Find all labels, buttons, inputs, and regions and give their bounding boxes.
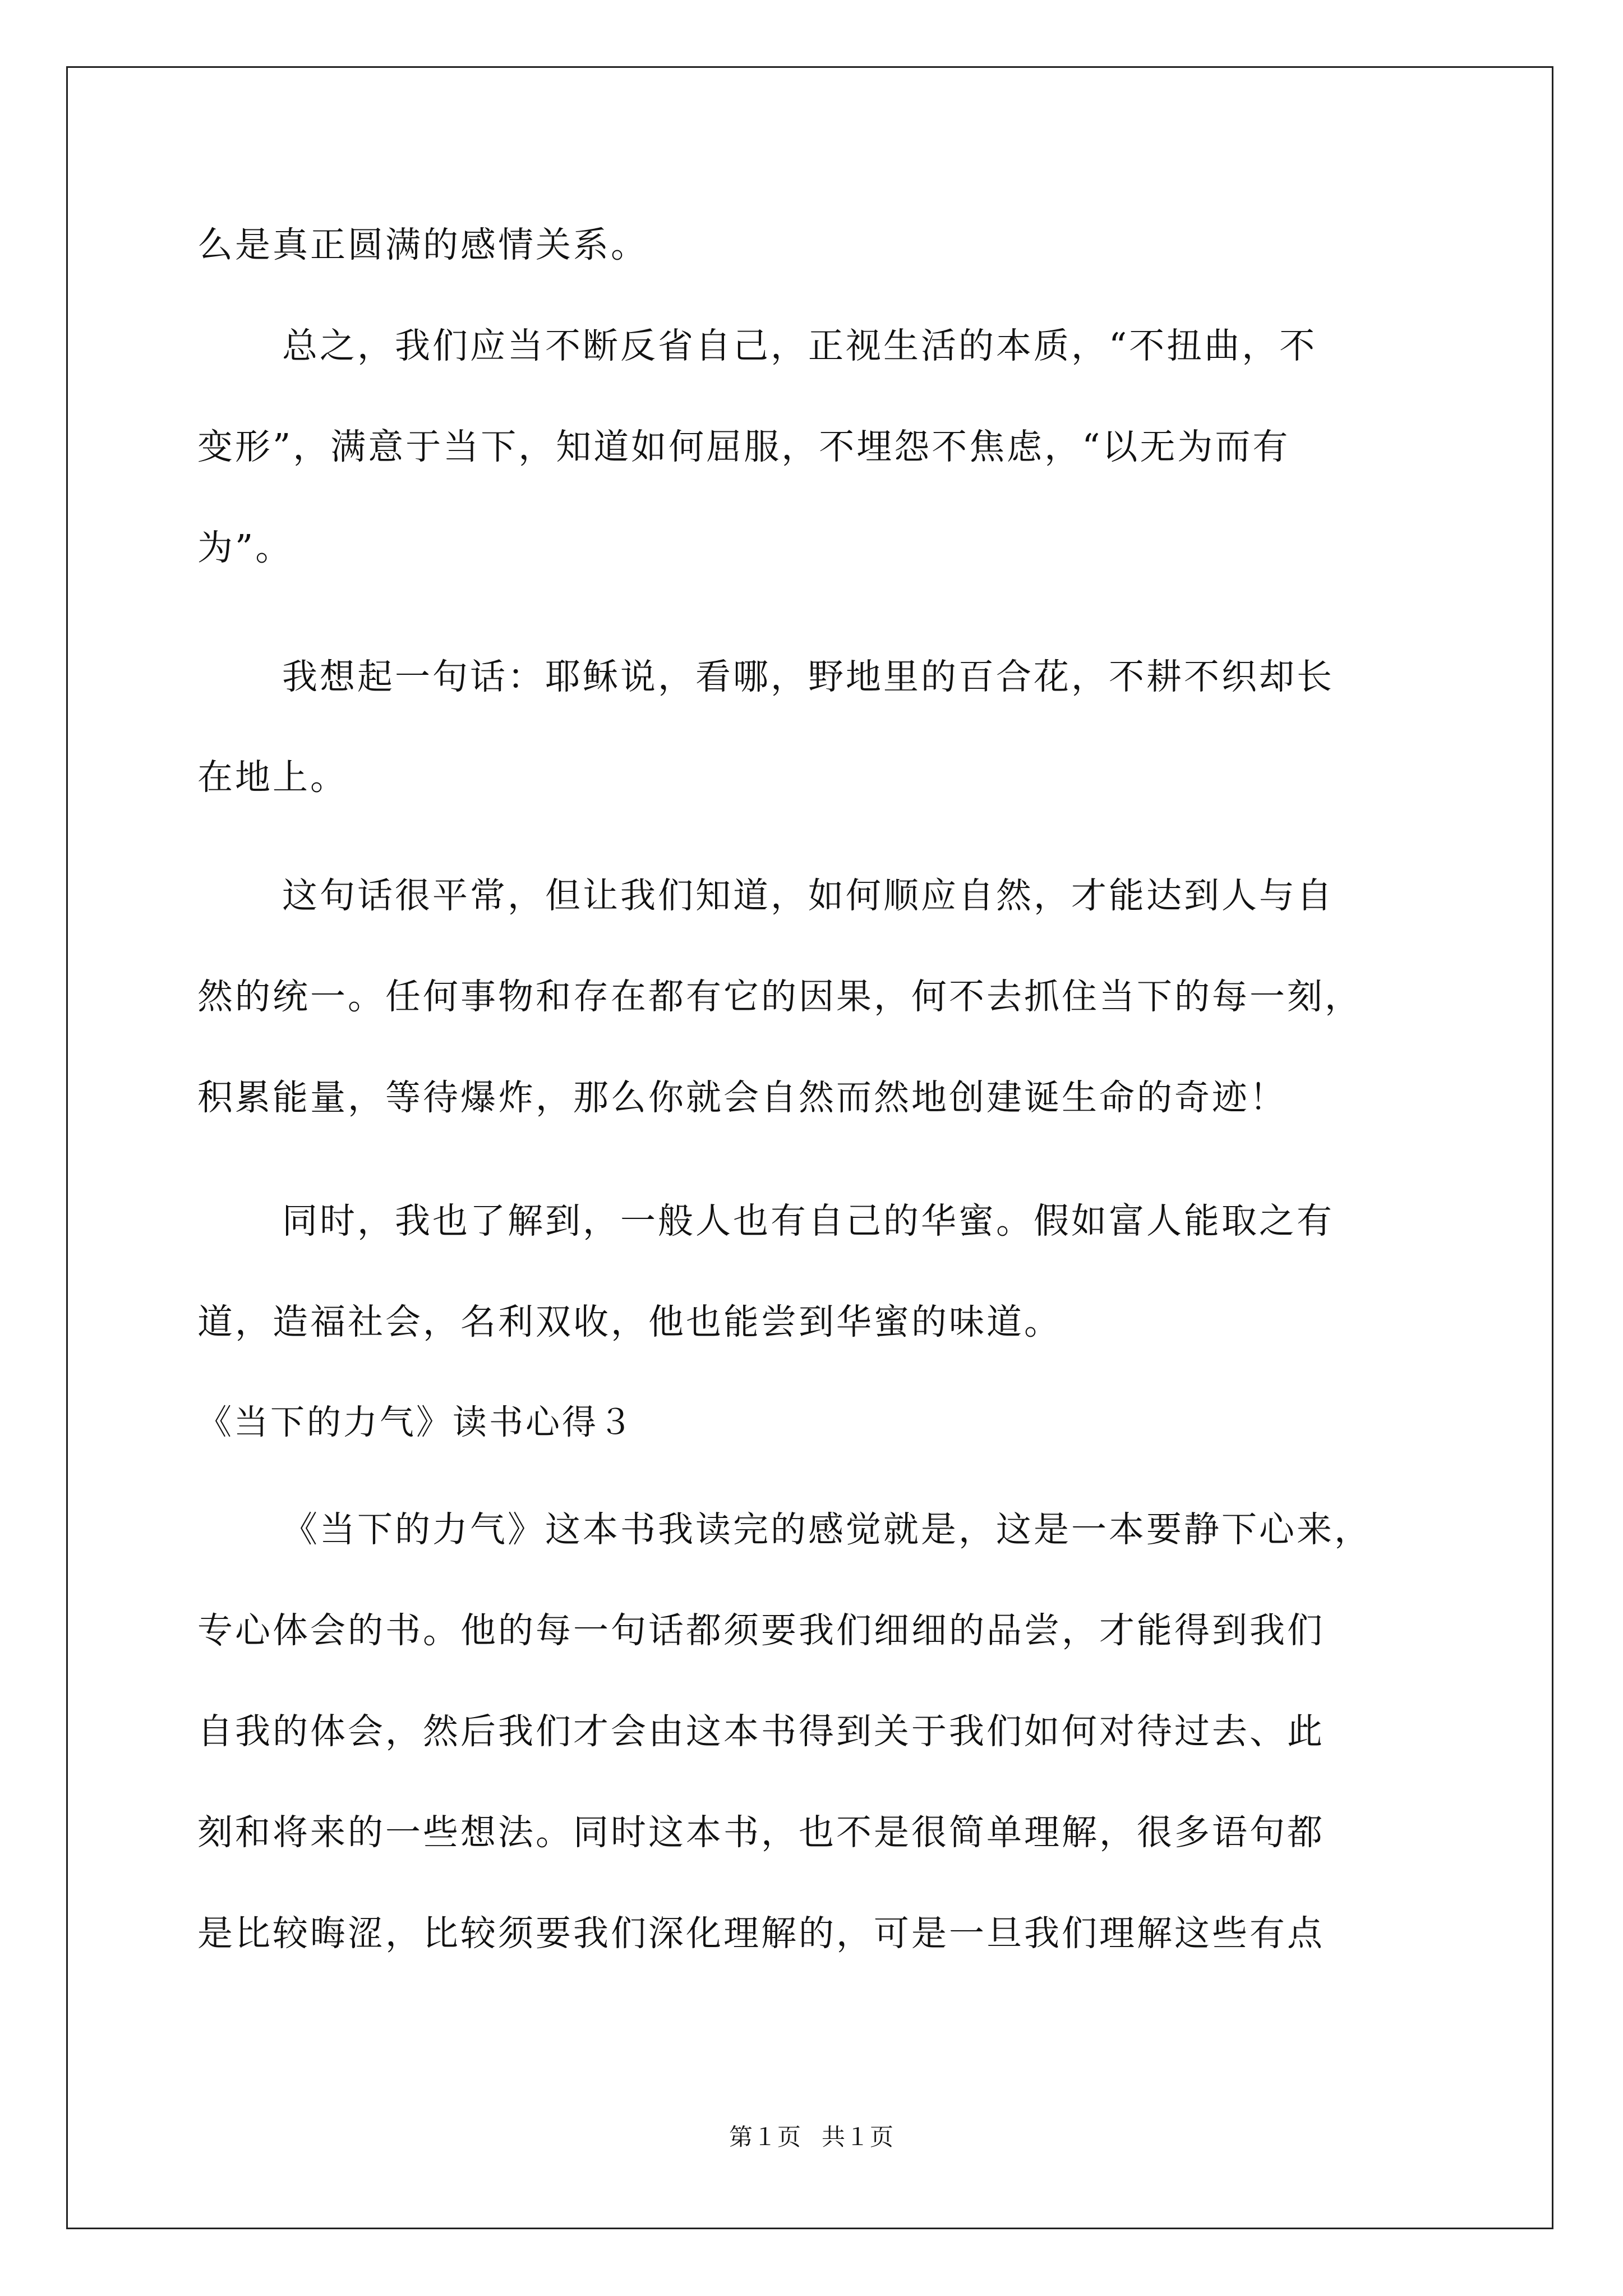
text-line: 专心体会的书。他的每一句话都须要我们细细的品尝，才能得到我们 bbox=[197, 1610, 1325, 1651]
text-line: 在地上。 bbox=[197, 757, 348, 798]
text-line: 然的统一。任何事物和存在都有它的因果，何不去抓住当下的每一刻， bbox=[197, 976, 1362, 1017]
page-number: 第１页 bbox=[728, 2123, 801, 2151]
paragraph-start-line: 我想起一句话：耶稣说，看哪，野地里的百合花，不耕不织却长 bbox=[282, 656, 1334, 697]
text-line: 么是真正圆满的感情关系。 bbox=[197, 224, 648, 265]
text-line: 道，造福社会，名利双收，他也能尝到华蜜的味道。 bbox=[197, 1301, 1062, 1342]
paragraph-start-line: 《当下的力气》这本书我读完的感觉就是，这是一本要静下心来， bbox=[282, 1509, 1372, 1550]
text-line: 变形”，满意于当下，知道如何屈服，不埋怨不焦虑，“以无为而有 bbox=[197, 426, 1290, 467]
paragraph-start-line: 这句话很平常，但让我们知道，如何顺应自然，才能达到人与自 bbox=[282, 875, 1334, 916]
page-border bbox=[66, 66, 1553, 2229]
section-heading: 《当下的力气》读书心得３ bbox=[197, 1402, 635, 1442]
page-total: 共１页 bbox=[822, 2123, 895, 2151]
paragraph-start-line: 同时，我也了解到，一般人也有自己的华蜜。假如富人能取之有 bbox=[282, 1200, 1334, 1241]
text-line: 为”。 bbox=[197, 527, 293, 568]
text-line: 自我的体会，然后我们才会由这本书得到关于我们如何对待过去、此 bbox=[197, 1711, 1325, 1752]
page-footer bbox=[0, 2122, 1623, 2153]
text-line: 积累能量，等待爆炸，那么你就会自然而然地创建诞生命的奇迹！ bbox=[197, 1077, 1287, 1118]
text-line: 是比较晦涩，比较须要我们深化理解的，可是一旦我们理解这些有点 bbox=[197, 1913, 1325, 1954]
text-line: 刻和将来的一些想法。同时这本书，也不是很简单理解，很多语句都 bbox=[197, 1812, 1325, 1853]
paragraph-start-line: 总之，我们应当不断反省自己，正视生活的本质，“不扭曲，不 bbox=[282, 325, 1317, 366]
